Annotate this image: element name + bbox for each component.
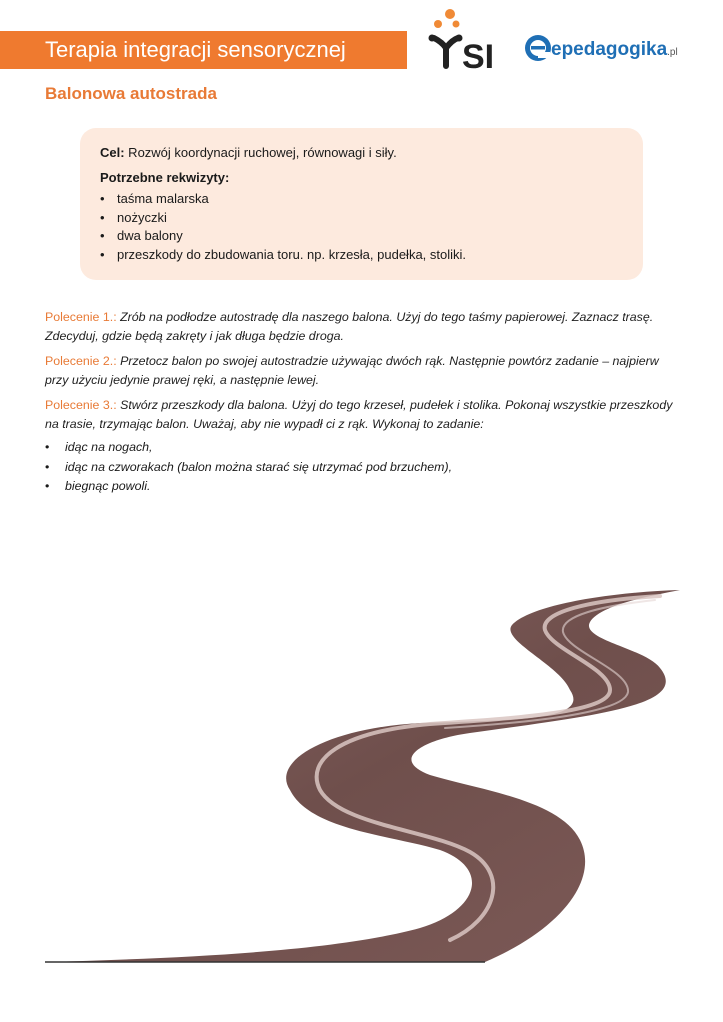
task-text: Przetocz balon po swojej autostradzie używając dwóch rąk. Następnie powtórz zadanie – najpierw przy użyciu jedynie prawej ręki, a następnie lewej. [45,354,659,387]
task-text: Zrób na podłodze autostradę dla naszego balona. Użyj do tego taśmy papierowej. Zaznacz trasę. Zdecyduj, gdzie będą zakręty i jak długa będzie droga. [45,310,654,343]
list-item: • taśma malarska [100,190,466,209]
goal-text: Rozwój koordynacji ruchowej, równowagi i siły. [124,145,397,160]
goal-line [100,145,397,160]
requirements-list [100,190,466,264]
section-title: Balonowa autostrada [45,84,217,103]
goal-label: Cel: [100,145,125,160]
svg-text:epedagogika.pl: epedagogika.pl [551,39,678,60]
task-text: Stwórz przeszkody dla balona. Użyj do tego krzeseł, pudełek i stolika. Pokonaj wszystkie przeszkody na trasie, trzymając balon. Uważaj, aby nie wypadł ci z rąk. Wykonaj to zadanie: [45,398,673,431]
winding-road-illustration [0,560,723,980]
rsi-logo [426,8,502,72]
requirements-title: Potrzebne rekwizyty: [100,170,230,185]
list-item: • idąc na nogach, [45,438,452,458]
task-3 [45,396,675,434]
list-item: • nożyczki [100,209,466,228]
list-item: • biegnąc powoli. [45,477,452,497]
list-item: • idąc na czworakach (balon można starać się utrzymać pod brzuchem), [45,458,452,478]
task-1 [45,308,675,346]
epedagogika-logo [522,28,682,68]
list-item: • przeszkody do zbudowania toru. np. krzesła, pudełka, stoliki. [100,246,466,265]
task-label: Polecenie 1.: [45,310,117,324]
task-2 [45,352,675,390]
task3-list [45,438,452,497]
svg-text:SI: SI [462,38,495,72]
list-item: • dwa balony [100,227,466,246]
page-title: Terapia integracji sensorycznej [45,37,346,62]
task-label: Polecenie 3.: [45,398,117,412]
task-label: Polecenie 2.: [45,354,117,368]
goal-box [80,128,643,280]
